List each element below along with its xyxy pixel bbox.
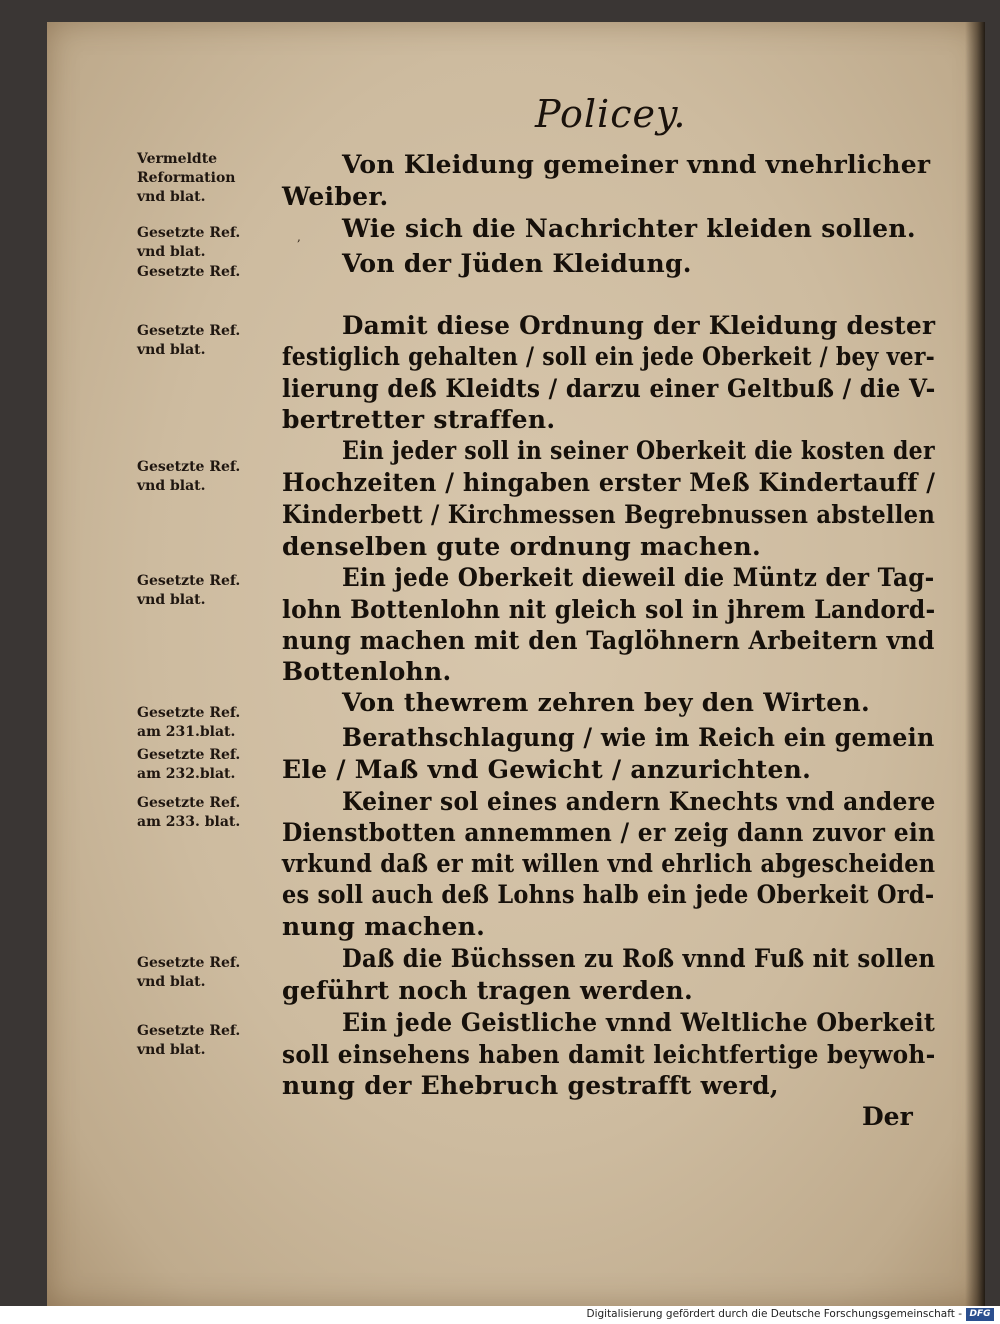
margin-note: [137, 954, 277, 992]
margin-note: [137, 224, 277, 262]
margin-note: [137, 746, 277, 784]
text-line: Ein jede Geistliche vnnd Weltliche Oberkeit: [342, 1008, 936, 1037]
text-line: Damit diese Ordnung der Kleidung dester: [342, 311, 936, 340]
text-line: geführt noch tragen werden.: [282, 976, 694, 1005]
text-line: Hochzeiten / hingaben erster Meß Kindertauff /: [282, 468, 936, 497]
text-line: Von Kleidung gemeiner vnnd vnehrlicher: [342, 150, 931, 179]
text-line: bertretter straffen.: [282, 405, 556, 434]
margin-note-line: Gesetzte Ref.: [137, 705, 241, 721]
margin-note-line: vnd blat.: [137, 974, 206, 990]
page-heading: Policey.: [535, 92, 687, 136]
margin-note: [137, 322, 277, 360]
margin-note-line: Gesetzte Ref.: [137, 459, 241, 475]
margin-note-line: Gesetzte Ref.: [137, 955, 241, 971]
margin-note: [137, 458, 277, 496]
margin-note-line: am 232.blat.: [137, 766, 236, 782]
text-line: nung der Ehebruch gestrafft werd,: [282, 1071, 779, 1100]
margin-note-line: vnd blat.: [137, 189, 206, 205]
catchword: Der: [862, 1102, 913, 1131]
footer-credit: Digitalisierung gefördert durch die Deutsche Forschungsgemeinschaft -: [586, 1308, 962, 1320]
text-line: Von thewrem zehren bey den Wirten.: [342, 688, 870, 717]
text-line: Daß die Büchssen zu Roß vnnd Fuß nit sollen: [342, 944, 936, 973]
text-line: Dienstbotten annemmen / er zeig dann zuvor ein: [282, 818, 936, 847]
margin-note-line: Gesetzte Ref.: [137, 1023, 241, 1039]
margin-note-line: Gesetzte Ref.: [137, 747, 241, 763]
margin-note: [137, 572, 277, 610]
margin-note-line: Gesetzte Ref.: [137, 323, 241, 339]
text-line: Weiber.: [282, 182, 389, 211]
text-line: lohn Bottenlohn nit gleich sol in jhrem Landord-: [282, 595, 936, 624]
margin-note-line: Gesetzte Ref.: [137, 264, 241, 280]
text-line: nung machen.: [282, 912, 486, 941]
margin-note-line: am 231.blat.: [137, 724, 236, 740]
margin-note-line: vnd blat.: [137, 478, 206, 494]
margin-note-line: Reformation: [137, 170, 236, 186]
margin-note-line: Vermeldte: [137, 151, 218, 167]
margin-note: [137, 263, 277, 282]
margin-note: [137, 1022, 277, 1060]
text-line: denselben gute ordnung machen.: [282, 532, 761, 561]
margin-note-line: Gesetzte Ref.: [137, 573, 241, 589]
margin-note: [137, 794, 277, 832]
text-line: lierung deß Kleidts / darzu einer Geltbuß / die V-: [282, 374, 936, 403]
margin-note-line: vnd blat.: [137, 592, 206, 608]
margin-note-line: vnd blat.: [137, 244, 206, 260]
text-line: nung machen mit den Taglöhnern Arbeitern vnd: [282, 626, 935, 655]
text-line: vrkund daß er mit willen vnd ehrlich abgescheiden: [282, 849, 936, 878]
dfg-logo: DFG: [966, 1308, 994, 1321]
margin-note: [137, 150, 277, 207]
text-line: festiglich gehalten / soll ein jede Oberkeit / bey ver-: [282, 342, 936, 371]
text-line: soll einsehens haben damit leichtfertige beywoh-: [282, 1040, 936, 1069]
text-line: Ele / Maß vnd Gewicht / anzurichten.: [282, 755, 812, 784]
text-line: Berathschlagung / wie im Reich ein gemein: [342, 723, 935, 752]
margin-note-line: Gesetzte Ref.: [137, 795, 241, 811]
text-line: Ein jeder soll in seiner Oberkeit die kosten der: [342, 436, 935, 465]
ink-mark: ,: [297, 230, 301, 244]
margin-note: [137, 704, 277, 742]
margin-note-line: am 233. blat.: [137, 814, 241, 830]
text-line: Bottenlohn.: [282, 657, 452, 686]
footer-bar: [0, 1306, 1000, 1324]
margin-note-line: vnd blat.: [137, 342, 206, 358]
margin-note-line: Gesetzte Ref.: [137, 225, 241, 241]
text-line: Keiner sol eines andern Knechts vnd andere: [342, 787, 936, 816]
text-line: Kinderbett / Kirchmessen Begrebnussen abstellen: [282, 500, 936, 529]
text-line: Von der Jüden Kleidung.: [342, 249, 692, 278]
text-line: Wie sich die Nachrichter kleiden sollen.: [342, 214, 916, 243]
margin-note-line: vnd blat.: [137, 1042, 206, 1058]
text-line: es soll auch deß Lohns halb ein jede Oberkeit Ord-: [282, 880, 935, 909]
page-edge-shadow: [965, 22, 985, 1306]
text-line: Ein jede Oberkeit dieweil die Müntz der Tag-: [342, 563, 935, 592]
